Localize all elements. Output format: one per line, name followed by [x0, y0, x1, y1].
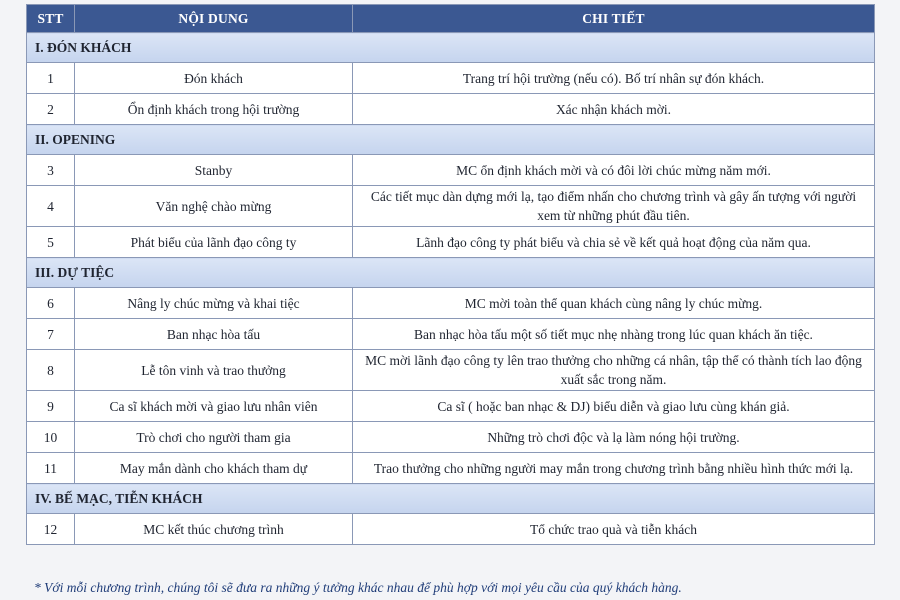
- program-table: [26, 4, 875, 545]
- row-detail: Ban nhạc hòa tấu một số tiết mục nhẹ nhàng trong lúc quan khách ăn tiệc.: [353, 319, 875, 350]
- row-stt: 12: [27, 514, 75, 545]
- row-detail: Trang trí hội trường (nếu có). Bố trí nhân sự đón khách.: [353, 63, 875, 94]
- row-stt: 7: [27, 319, 75, 350]
- row-detail: Trao thưởng cho những người may mắn trong chương trình bằng nhiều hình thức mới lạ.: [353, 453, 875, 484]
- row-content: Văn nghệ chào mừng: [75, 186, 353, 227]
- table-row: [27, 94, 875, 125]
- section-title: II. OPENING: [27, 125, 875, 155]
- header-stt: STT: [27, 5, 75, 33]
- section-row: [27, 33, 875, 63]
- row-stt: 11: [27, 453, 75, 484]
- table-row: [27, 227, 875, 258]
- row-content: Đón khách: [75, 63, 353, 94]
- row-stt: 10: [27, 422, 75, 453]
- header-content: NỘI DUNG: [75, 5, 353, 33]
- section-row: [27, 125, 875, 155]
- row-stt: 2: [27, 94, 75, 125]
- row-content: Lễ tôn vinh và trao thưởng: [75, 350, 353, 391]
- row-content: Ban nhạc hòa tấu: [75, 319, 353, 350]
- section-title: IV. BẾ MẠC, TIỄN KHÁCH: [27, 484, 875, 514]
- table-row: [27, 422, 875, 453]
- table-row: [27, 514, 875, 545]
- row-stt: 8: [27, 350, 75, 391]
- row-stt: 6: [27, 288, 75, 319]
- section-row: [27, 484, 875, 514]
- table-row: [27, 391, 875, 422]
- section-title: I. ĐÓN KHÁCH: [27, 33, 875, 63]
- row-content: Trò chơi cho người tham gia: [75, 422, 353, 453]
- row-content: Phát biểu của lãnh đạo công ty: [75, 227, 353, 258]
- row-detail: MC mời toàn thể quan khách cùng nâng ly chúc mừng.: [353, 288, 875, 319]
- row-detail: Những trò chơi độc và lạ làm nóng hội trường.: [353, 422, 875, 453]
- row-detail: Ca sĩ ( hoặc ban nhạc & DJ) biểu diễn và giao lưu cùng khán giả.: [353, 391, 875, 422]
- table-row: [27, 155, 875, 186]
- table-row: [27, 453, 875, 484]
- table-row: [27, 319, 875, 350]
- row-content: Ca sĩ khách mời và giao lưu nhân viên: [75, 391, 353, 422]
- row-detail: Tổ chức trao quà và tiễn khách: [353, 514, 875, 545]
- footnote: * Với mỗi chương trình, chúng tôi sẽ đưa ra những ý tưởng khác nhau để phù hợp với mọi yêu cầu của quý khách hàng.: [34, 580, 682, 595]
- row-content: May mắn dành cho khách tham dự: [75, 453, 353, 484]
- table-header: [27, 5, 875, 33]
- section-row: [27, 258, 875, 288]
- row-content: Nâng ly chúc mừng và khai tiệc: [75, 288, 353, 319]
- row-detail: Xác nhận khách mời.: [353, 94, 875, 125]
- row-content: MC kết thúc chương trình: [75, 514, 353, 545]
- row-stt: 4: [27, 186, 75, 227]
- table-row: [27, 63, 875, 94]
- section-title: III. DỰ TIỆC: [27, 258, 875, 288]
- table-row: [27, 350, 875, 391]
- table-body: [27, 33, 875, 545]
- row-content: Ổn định khách trong hội trường: [75, 94, 353, 125]
- row-content: Stanby: [75, 155, 353, 186]
- header-row: [27, 5, 875, 33]
- row-detail: MC ổn định khách mời và có đôi lời chúc mừng năm mới.: [353, 155, 875, 186]
- row-detail: Các tiết mục dàn dựng mới lạ, tạo điểm nhấn cho chương trình và gây ấn tượng với người xem từ những phút đầu tiên.: [353, 186, 875, 227]
- table-row: [27, 288, 875, 319]
- row-stt: 5: [27, 227, 75, 258]
- header-detail: CHI TIẾT: [353, 5, 875, 33]
- row-stt: 3: [27, 155, 75, 186]
- row-detail: Lãnh đạo công ty phát biểu và chia sẻ về kết quả hoạt động của năm qua.: [353, 227, 875, 258]
- table-row: [27, 186, 875, 227]
- row-stt: 9: [27, 391, 75, 422]
- row-detail: MC mời lãnh đạo công ty lên trao thưởng cho những cá nhân, tập thể có thành tích lao động xuất sắc trong năm.: [353, 350, 875, 391]
- row-stt: 1: [27, 63, 75, 94]
